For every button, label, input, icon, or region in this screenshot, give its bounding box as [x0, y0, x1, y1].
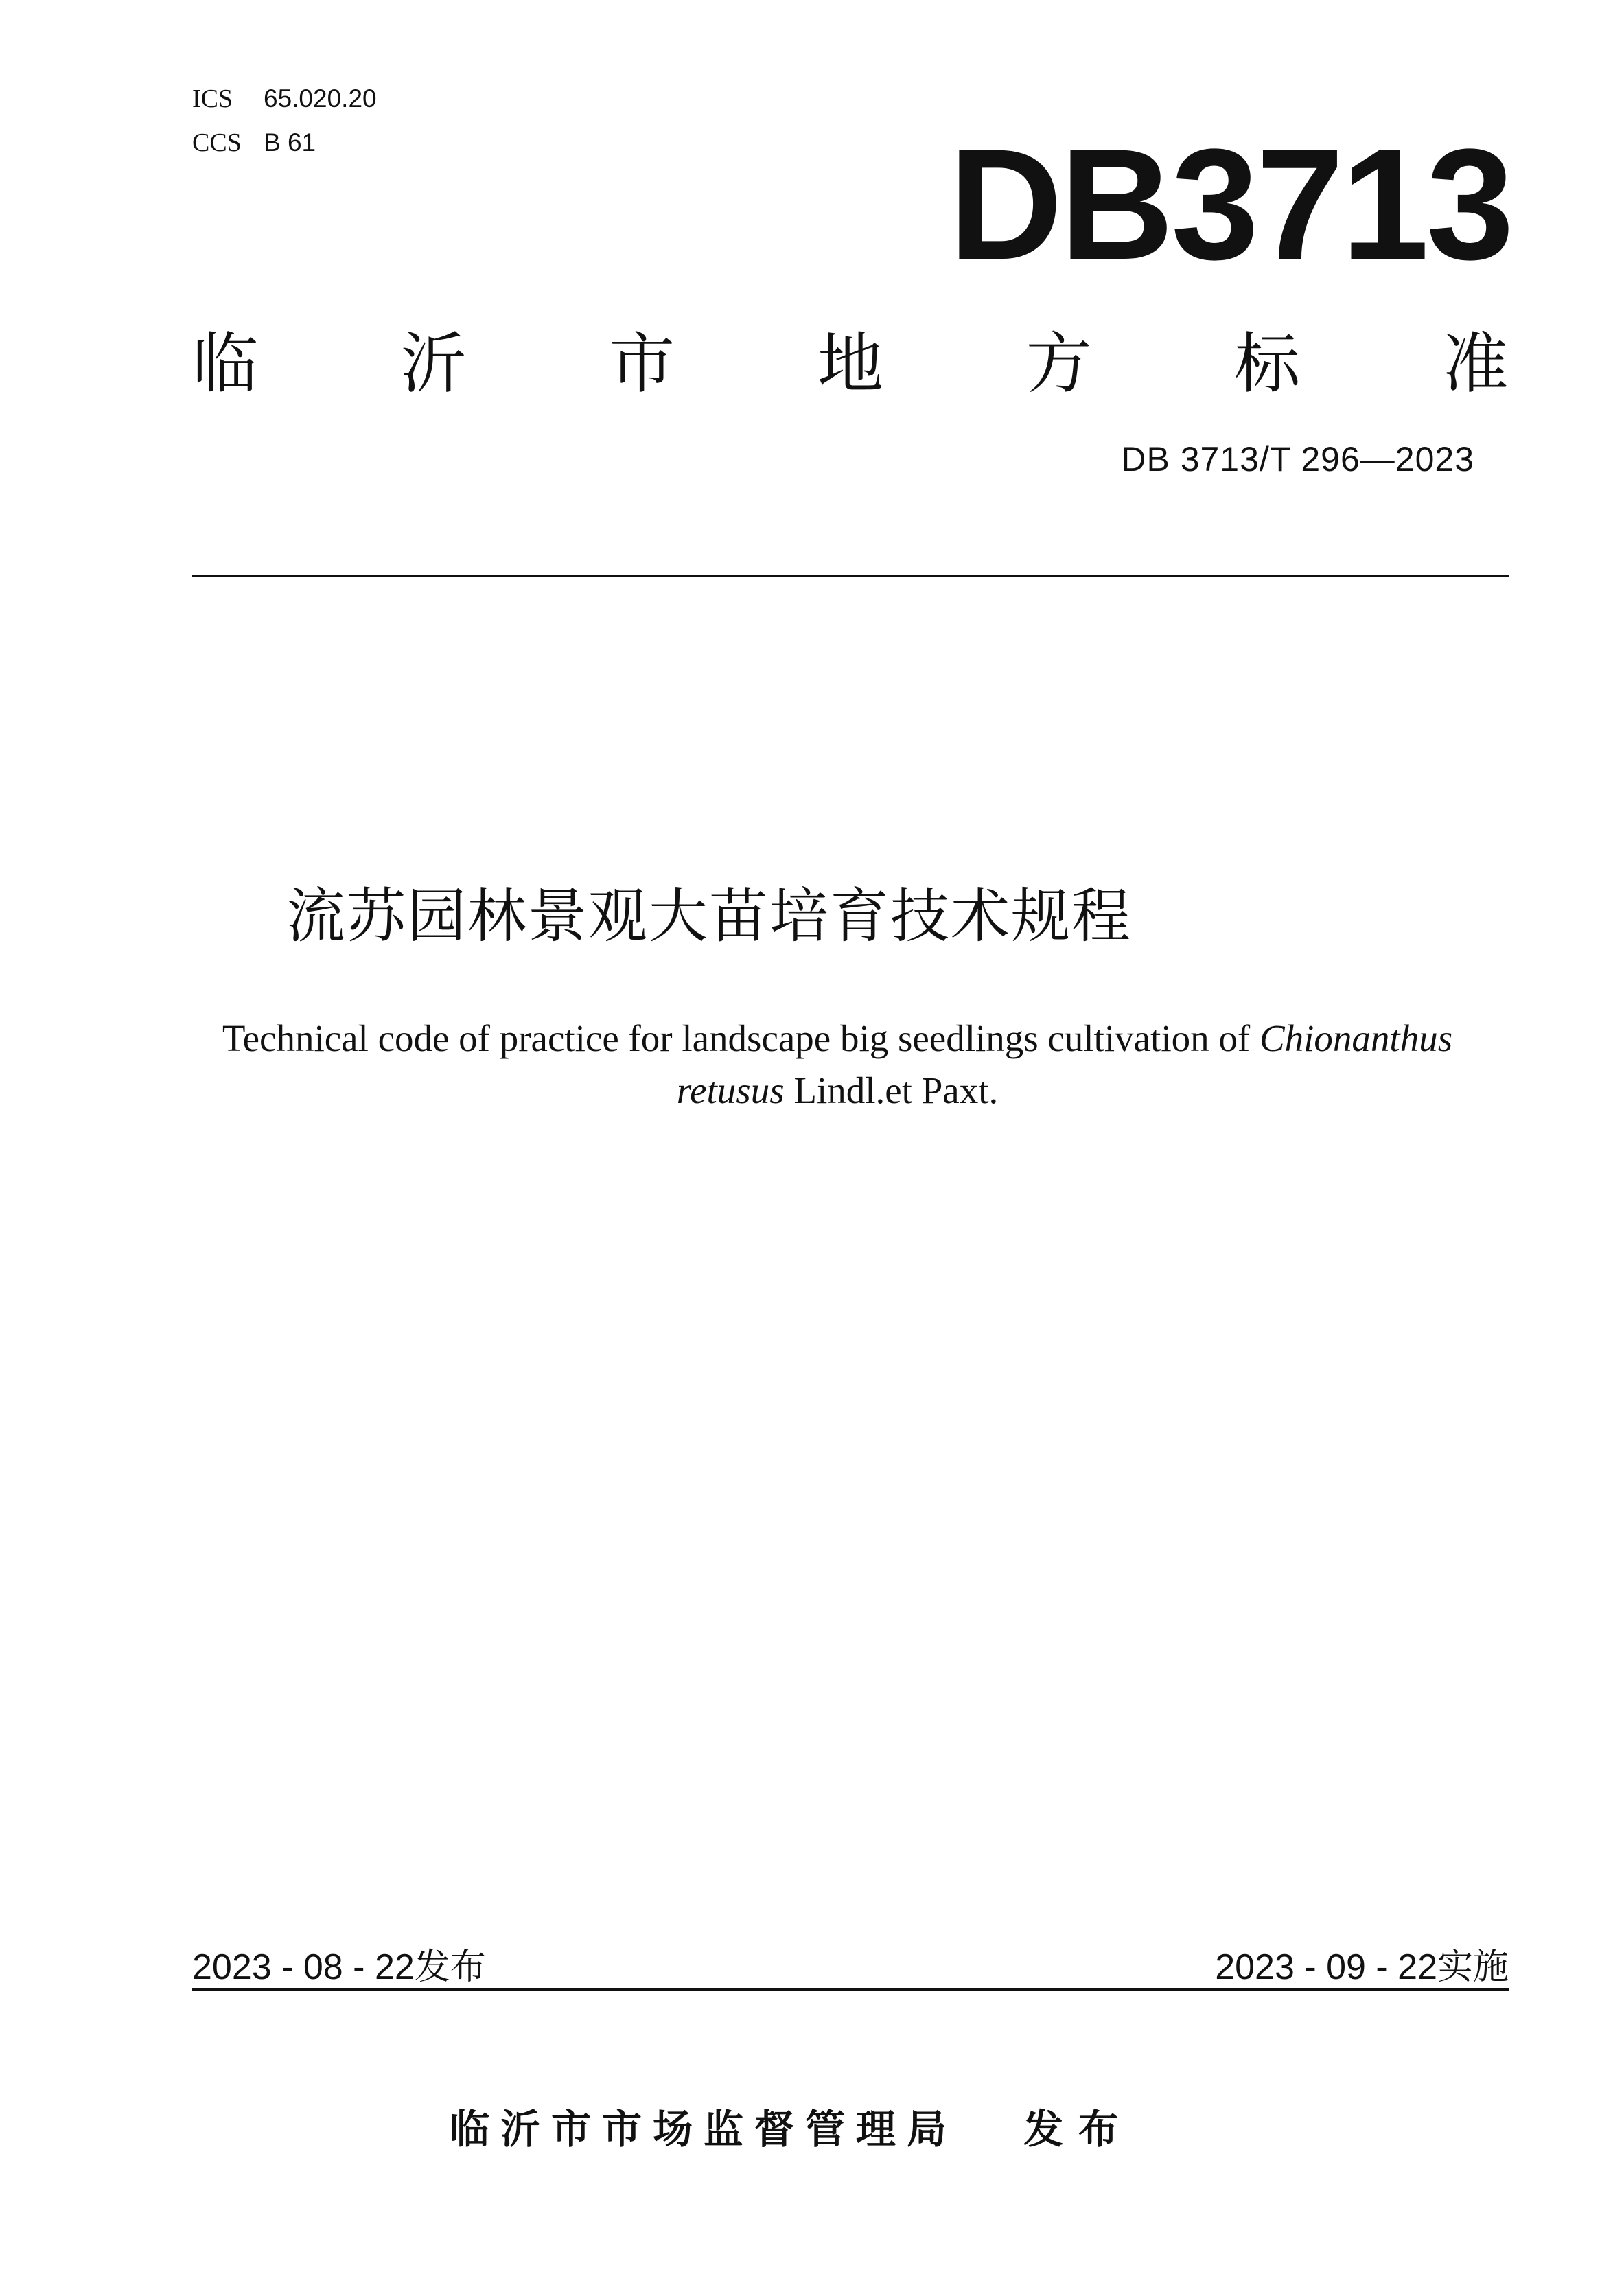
- bottom-divider: [192, 1988, 1509, 1991]
- classification-codes: [192, 77, 377, 165]
- document-title: [0, 868, 1624, 953]
- species-epithet: retusus: [676, 1069, 785, 1111]
- standard-type-char: 地: [817, 325, 883, 402]
- standard-type-char: 市: [609, 325, 675, 402]
- species-authority: Lindl.et Paxt.: [784, 1069, 999, 1111]
- top-divider: [192, 575, 1509, 577]
- issuing-authority-row: [450, 2097, 1133, 2166]
- ccs-label: CCS: [192, 128, 242, 157]
- implement-date: [1215, 1938, 1509, 1989]
- ics-value: 65.020.20: [264, 84, 377, 113]
- ccs-code: [192, 121, 377, 165]
- standard-type-char: 标: [1234, 325, 1301, 402]
- implement-date-value: 2023 - 09 - 22: [1215, 1947, 1437, 1987]
- db-standard-mark: DB3713: [949, 116, 1511, 292]
- release-label: 发布: [414, 1947, 486, 1988]
- english-title: [172, 1012, 1503, 1117]
- release-date: [192, 1938, 486, 1989]
- species-genus: Chionanthus: [1259, 1017, 1453, 1059]
- implement-label: 实施: [1437, 1947, 1509, 1988]
- english-title-line-1: [172, 1012, 1503, 1065]
- english-title-text: Technical code of practice for landscape big seedlings cultivation of: [222, 1017, 1260, 1059]
- issuing-authority: 临沂市市场监督管理局: [450, 2106, 958, 2153]
- ics-code: [192, 77, 377, 121]
- ics-label: ICS: [192, 84, 233, 113]
- issue-label: 发布: [1023, 2106, 1134, 2153]
- document-title-text: 流苏园林景观大苗培育技术规程: [286, 882, 1132, 951]
- standard-type-char: 临: [192, 325, 258, 402]
- standard-number: DB 3713/T 296—2023: [1121, 440, 1474, 478]
- english-title-line-2: [172, 1065, 1503, 1117]
- standard-type-title: [192, 317, 1509, 402]
- release-date-value: 2023 - 08 - 22: [192, 1947, 415, 1987]
- standard-type-char: 方: [1025, 325, 1092, 402]
- date-row: [192, 1938, 1509, 1987]
- standard-type-char: 沂: [400, 325, 467, 402]
- ccs-value: B 61: [264, 128, 316, 156]
- standard-type-char: 准: [1442, 325, 1509, 402]
